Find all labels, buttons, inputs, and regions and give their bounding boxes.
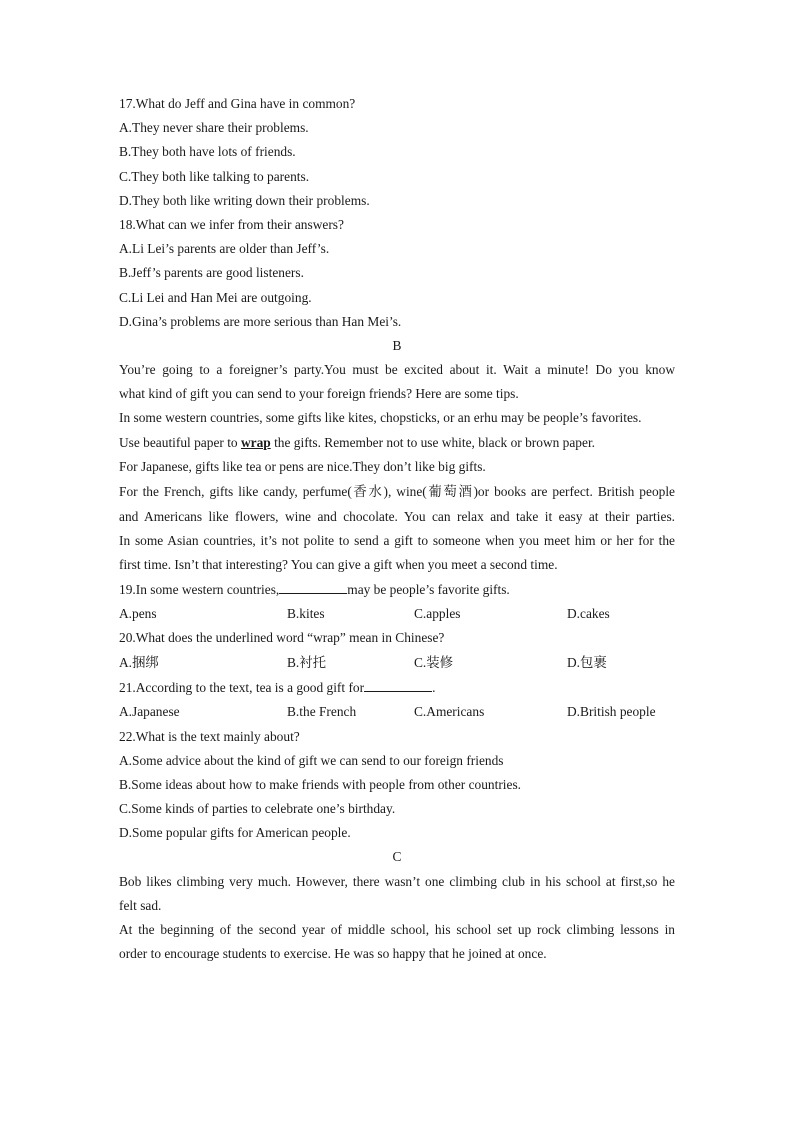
q19-option-c: C.apples: [414, 605, 461, 621]
text-span: the gifts. Remember not to use white, black or brown paper.: [270, 434, 596, 450]
q21-options: [119, 700, 675, 724]
text-span: may be people’s favorite gifts.: [347, 581, 510, 597]
text-span: .: [432, 680, 436, 696]
answer-blank: [279, 579, 347, 594]
answer-blank: [364, 677, 432, 692]
q18-option-d: D.Gina’s problems are more serious than Han Mei’s.: [119, 313, 402, 329]
passage-b-line: In some Asian countries, it’s not polite to send a gift to someone when you meet him or her for the: [119, 533, 675, 549]
document-page: [119, 92, 675, 966]
q22-option-d: D.Some popular gifts for American people.: [119, 825, 351, 841]
q22-option-a: A.Some advice about the kind of gift we can send to our foreign friends: [119, 752, 504, 768]
section-c-heading: C: [392, 849, 402, 865]
q21-option-d: D.British people: [567, 704, 656, 720]
q21-option-a: A.Japanese: [119, 704, 180, 720]
q20-option-c: C.装修: [414, 655, 454, 671]
passage-b-line: For Japanese, gifts like tea or pens are nice.They don’t like big gifts.: [119, 458, 486, 474]
text-span: 21.According to the text, tea is a good gift for: [119, 680, 365, 696]
question-17: 17.What do Jeff and Gina have in common?: [119, 96, 356, 111]
q22-option-b: B.Some ideas about how to make friends with people from other countries.: [119, 776, 522, 792]
passage-c-line: felt sad.: [119, 897, 162, 913]
passage-b-line: For the French, gifts like candy, perfume(香水), wine(葡萄酒)or books are perfect. British people: [119, 484, 675, 499]
passage-c-line: Bob likes climbing very much. However, there wasn’t one climbing club in his school at first,so he: [119, 873, 675, 889]
q19-option-b: B.kites: [287, 605, 325, 621]
passage-c-line: At the beginning of the second year of middle school, his school set up rock climbing lessons in: [119, 922, 675, 937]
question-18: 18.What can we infer from their answers?: [119, 216, 344, 232]
underlined-word-wrap: wrap: [240, 434, 271, 450]
q20-option-a: A.捆绑: [119, 655, 159, 671]
q17-option-c: C.They both like talking to parents.: [119, 168, 310, 184]
question-19: [119, 578, 675, 602]
q22-option-c: C.Some kinds of parties to celebrate one’s birthday.: [119, 801, 396, 817]
q21-option-c: C.Americans: [414, 704, 485, 720]
passage-c-line: order to encourage students to exercise. He was so happy that he joined at once.: [119, 946, 547, 962]
q21-option-b: B.the French: [287, 704, 357, 720]
q18-option-a: A.Li Lei’s parents are older than Jeff’s.: [119, 241, 330, 257]
q20-option-d: D.包裹: [567, 655, 607, 671]
passage-b-wrap-sentence: [119, 431, 675, 455]
passage-b-line: and Americans like flowers, wine and chocolate. You can relax and take it easy at their parties.: [119, 509, 675, 524]
passage-b-line: first time. Isn’t that interesting? You can give a gift when you meet a second time.: [119, 557, 558, 573]
passage-b-line: In some western countries, some gifts like kites, chopsticks, or an erhu may be people’s favorites.: [119, 410, 642, 426]
q18-option-b: B.Jeff’s parents are good listeners.: [119, 265, 304, 281]
passage-b-line: what kind of gift you can send to your foreign friends? Here are some tips.: [119, 386, 519, 402]
q17-option-b: B.They both have lots of friends.: [119, 144, 296, 160]
q20-option-b: B.衬托: [287, 655, 327, 671]
q19-option-a: A.pens: [119, 605, 157, 621]
section-b-heading: B: [392, 337, 402, 353]
question-21: [119, 676, 675, 700]
passage-b-line: You’re going to a foreigner’s party.You must be excited about it. Wait a minute! Do you know: [119, 362, 675, 378]
q17-option-a: A.They never share their problems.: [119, 120, 309, 136]
q19-options: [119, 602, 675, 626]
question-22: 22.What is the text mainly about?: [119, 728, 300, 744]
q18-option-c: C.Li Lei and Han Mei are outgoing.: [119, 289, 312, 305]
q17-option-d: D.They both like writing down their problems.: [119, 192, 370, 208]
text-span: Use beautiful paper to: [119, 434, 241, 450]
text-span: 19.In some western countries,: [119, 581, 280, 597]
q19-option-d: D.cakes: [567, 605, 610, 621]
question-20: 20.What does the underlined word “wrap” mean in Chinese?: [119, 629, 445, 645]
q20-options: [119, 650, 675, 676]
